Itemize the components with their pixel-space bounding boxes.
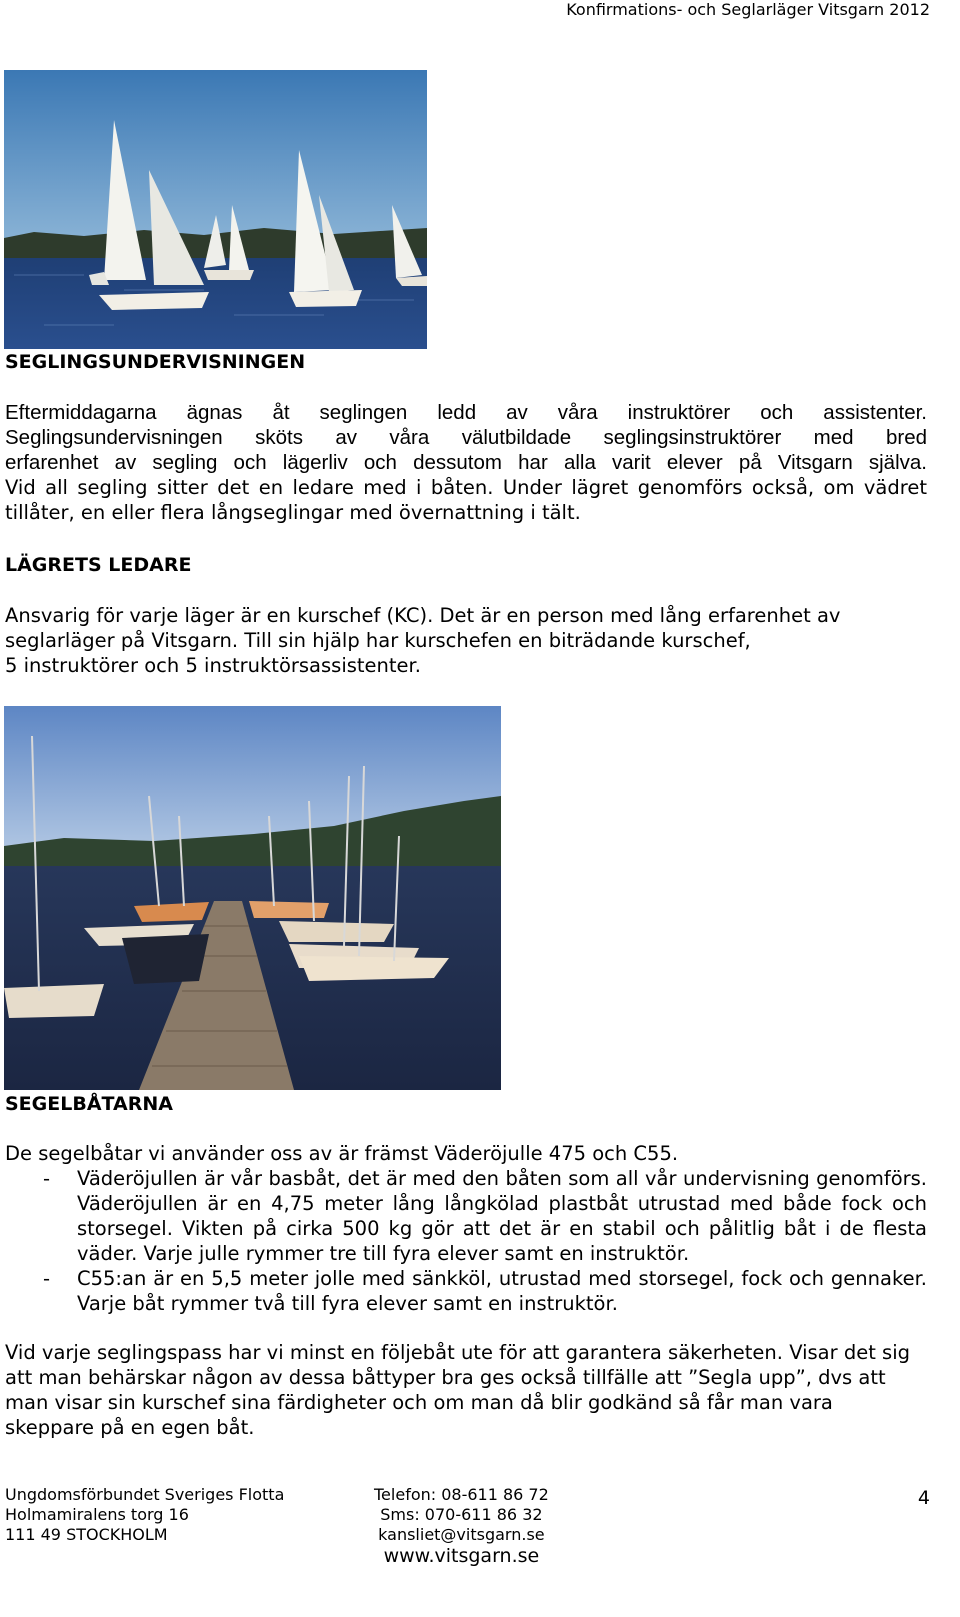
para2-line-1: Ansvarig för varje läger är en kurschef (KC). Det är en person med lång erfarenhet av bbox=[5, 604, 841, 627]
bullet-dash: - bbox=[43, 1167, 51, 1190]
page-header-title: Konfirmations- och Seglarläger Vitsgarn 2012 bbox=[566, 0, 930, 19]
footer-address bbox=[5, 1485, 284, 1545]
bullet-text-c55: C55:an är en 5,5 meter jolle med sänkköl, utrustad med storsegel, fock och gennaker. Varje båt rymmer två till fyra elever samt en instruktör. bbox=[77, 1267, 927, 1315]
paragraph-segelbatarna-intro: De segelbåtar vi använder oss av är främst Väderöjulle 475 och C55. bbox=[5, 1142, 679, 1165]
bullet-text-vaderojulle: Väderöjullen är vår basbåt, det är med den båten som all vår undervisning genomförs. Väderöjullen är en 4,75 meter lång långkölad plastbåt utrustad med både fock och storsegel. Vikten på cirka 500 kg gör att det är en stabil och pålitlig båt i de flesta väder. Varje julle rymmer tre till fyra elever samt en instruktör. bbox=[77, 1167, 927, 1265]
footer-city: 111 49 STOCKHOLM bbox=[5, 1525, 168, 1544]
footer-phone: Telefon: 08-611 86 72 bbox=[374, 1485, 549, 1504]
footer-sms: Sms: 070-611 86 32 bbox=[380, 1505, 543, 1524]
para2-line-3: 5 instruktörer och 5 instruktörsassistenter. bbox=[5, 654, 421, 677]
para1-line-5: tillåter, en eller flera långseglingar med övernattning i tält. bbox=[5, 501, 581, 524]
page-number: 4 bbox=[917, 1487, 930, 1509]
footer-street: Holmamiralens torg 16 bbox=[5, 1505, 189, 1524]
para1-line-2: Seglingsundervisningen sköts av våra välutbildade seglingsinstruktörer med bred bbox=[5, 426, 927, 449]
bullet-c55 bbox=[5, 1266, 927, 1316]
paragraph-closing: Vid varje seglingspass har vi minst en följebåt ute för att garantera säkerheten. Visar det sig att man behärskar någon av dessa båttyper bra ges också tillfälle att ”Segla upp”, dvs att man visar sin kurschef sina färdigheter och om man då blir godkänd så får man vara skeppare på en egen båt. bbox=[5, 1341, 911, 1439]
heading-seglingsundervisningen: SEGLINGSUNDERVISNINGEN bbox=[5, 351, 306, 373]
footer-org: Ungdomsförbundet Sveriges Flotta bbox=[5, 1485, 285, 1504]
para1-line-3: erfarenhet av segling och lägerliv och dessutom har alla varit elever på Vitsgarn själva. bbox=[5, 451, 927, 474]
paragraph-seglingsundervisningen bbox=[5, 400, 927, 525]
para1-line-4-sentence-a: Vid all segling sitter det en ledare med i båten. bbox=[5, 476, 494, 499]
footer-contact bbox=[374, 1485, 549, 1567]
para2-line-2: seglarläger på Vitsgarn. Till sin hjälp har kurschefen en biträdande kurschef, bbox=[5, 629, 751, 652]
sailboats-photo bbox=[4, 70, 427, 349]
para1-line-4 bbox=[5, 475, 927, 500]
heading-segelbatarna: SEGELBÅTARNA bbox=[5, 1093, 173, 1115]
para1-line-1: Eftermiddagarna ägnas åt seglingen ledd av våra instruktörer och assistenter. bbox=[5, 401, 927, 424]
paragraph-lagrets-ledare bbox=[5, 603, 927, 678]
footer-email: kansliet@vitsgarn.se bbox=[378, 1525, 545, 1544]
bullet-vaderojulle bbox=[5, 1166, 927, 1266]
bullet-dash: - bbox=[43, 1267, 51, 1290]
heading-lagrets-ledare: LÄGRETS LEDARE bbox=[5, 554, 192, 576]
pier-boats-photo bbox=[4, 706, 501, 1090]
para1-line-4-sentence-b: Under lägret genomförs också, om vädret bbox=[493, 476, 927, 499]
footer-web-link[interactable]: www.vitsgarn.se bbox=[383, 1545, 540, 1567]
